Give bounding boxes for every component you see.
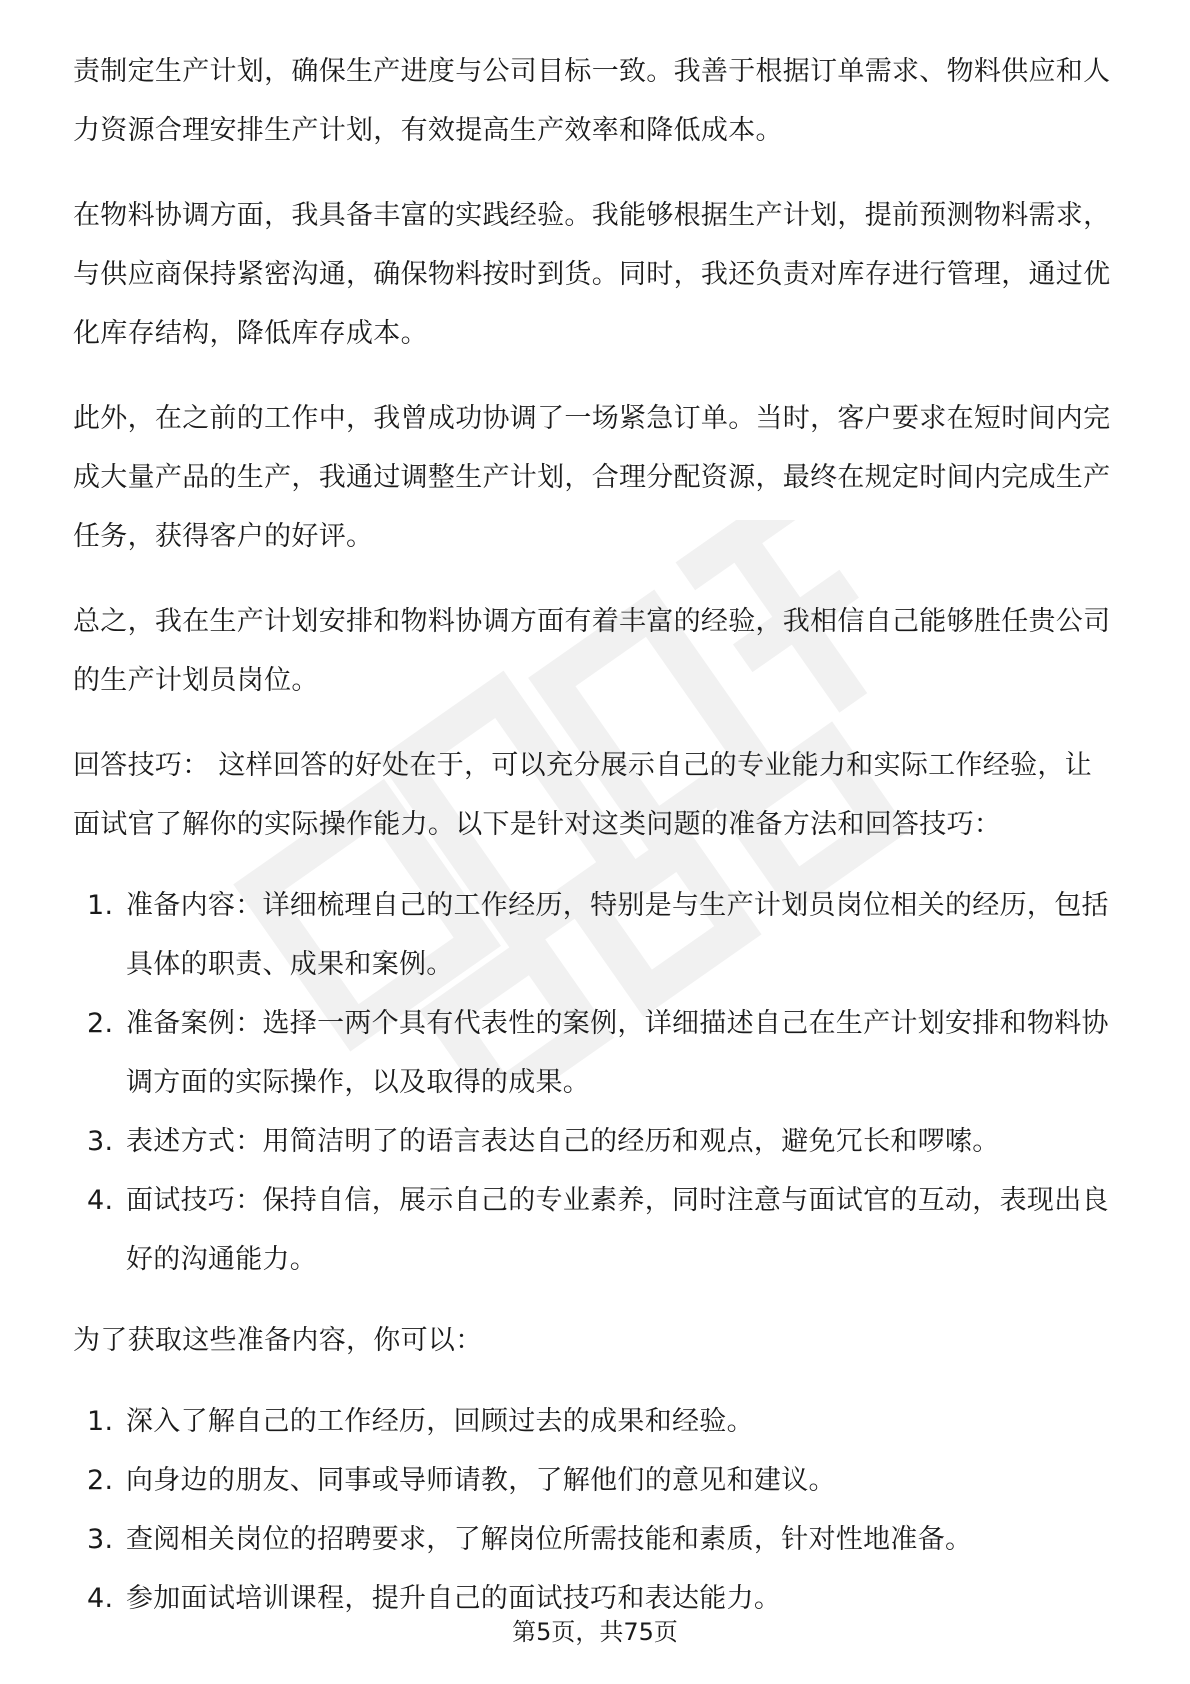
list-item-number: 1. [87,890,114,921]
list-item-text: 参加面试培训课程，提升自己的面试技巧和表达能力。 [126,1583,782,1614]
list-item-number: 3. [87,1126,114,1157]
list-item-number: 4. [87,1583,114,1614]
list-item-text: 向身边的朋友、同事或导师请教，了解他们的意见和建议。 [126,1465,836,1496]
list-item-number: 2. [87,1465,114,1496]
document-body [73,42,1118,1650]
list-item-text: 查阅相关岗位的招聘要求，了解岗位所需技能和素质，针对性地准备。 [126,1524,973,1555]
list-item-text: 面试技巧：保持自信，展示自己的专业素养，同时注意与面试官的互动，表现出良好的沟通能力。 [126,1185,1109,1275]
paragraph-summary: 总之，我在生产计划安排和物料协调方面有着丰富的经验，我相信自己能够胜任贵公司的生产计划员岗位。 [73,606,1111,696]
list-item [73,876,1118,994]
list-item-text: 准备内容：详细梳理自己的工作经历，特别是与生产计划员岗位相关的经历，包括具体的职责、成果和案例。 [126,890,1109,980]
paragraph-prep-intro: 为了获取这些准备内容，你可以： [73,1325,483,1356]
list-item-number: 2. [87,1008,114,1039]
list-item-text: 深入了解自己的工作经历，回顾过去的成果和经验。 [126,1406,754,1437]
list-item-number: 3. [87,1524,114,1555]
tips-list [73,876,1118,1289]
list-item [73,1112,1118,1171]
list-item [73,1451,1118,1510]
paragraph-answer-tips: 回答技巧： 这样回答的好处在于，可以充分展示自己的专业能力和实际工作经验，让面试官了解你的实际操作能力。以下是针对这类问题的准备方法和回答技巧： [73,750,1092,840]
prep-list [73,1392,1118,1628]
list-item-text: 准备案例：选择一两个具有代表性的案例，详细描述自己在生产计划安排和物料协调方面的实际操作，以及取得的成果。 [126,1008,1109,1098]
paragraph-planning: 责制定生产计划，确保生产进度与公司目标一致。我善于根据订单需求、物料供应和人力资源合理安排生产计划，有效提高生产效率和降低成本。 [73,56,1111,146]
paragraph-urgent-order: 此外，在之前的工作中，我曾成功协调了一场紧急订单。当时，客户要求在短时间内完成大量产品的生产，我通过调整生产计划，合理分配资源，最终在规定时间内完成生产任务，获得客户的好评。 [73,403,1111,552]
paragraph-material-coordination: 在物料协调方面，我具备丰富的实践经验。我能够根据生产计划，提前预测物料需求，与供应商保持紧密沟通，确保物料按时到货。同时，我还负责对库存进行管理，通过优化库存结构，降低库存成本。 [73,200,1111,349]
list-item [73,994,1118,1112]
list-item [73,1392,1118,1451]
list-item-number: 1. [87,1406,114,1437]
page-number-footer: 第5页，共75页 [512,1618,678,1646]
list-item-number: 4. [87,1185,114,1216]
list-item-text: 表述方式：用简洁明了的语言表达自己的经历和观点，避免冗长和啰嗦。 [126,1126,1000,1157]
list-item [73,1171,1118,1289]
list-item [73,1510,1118,1569]
